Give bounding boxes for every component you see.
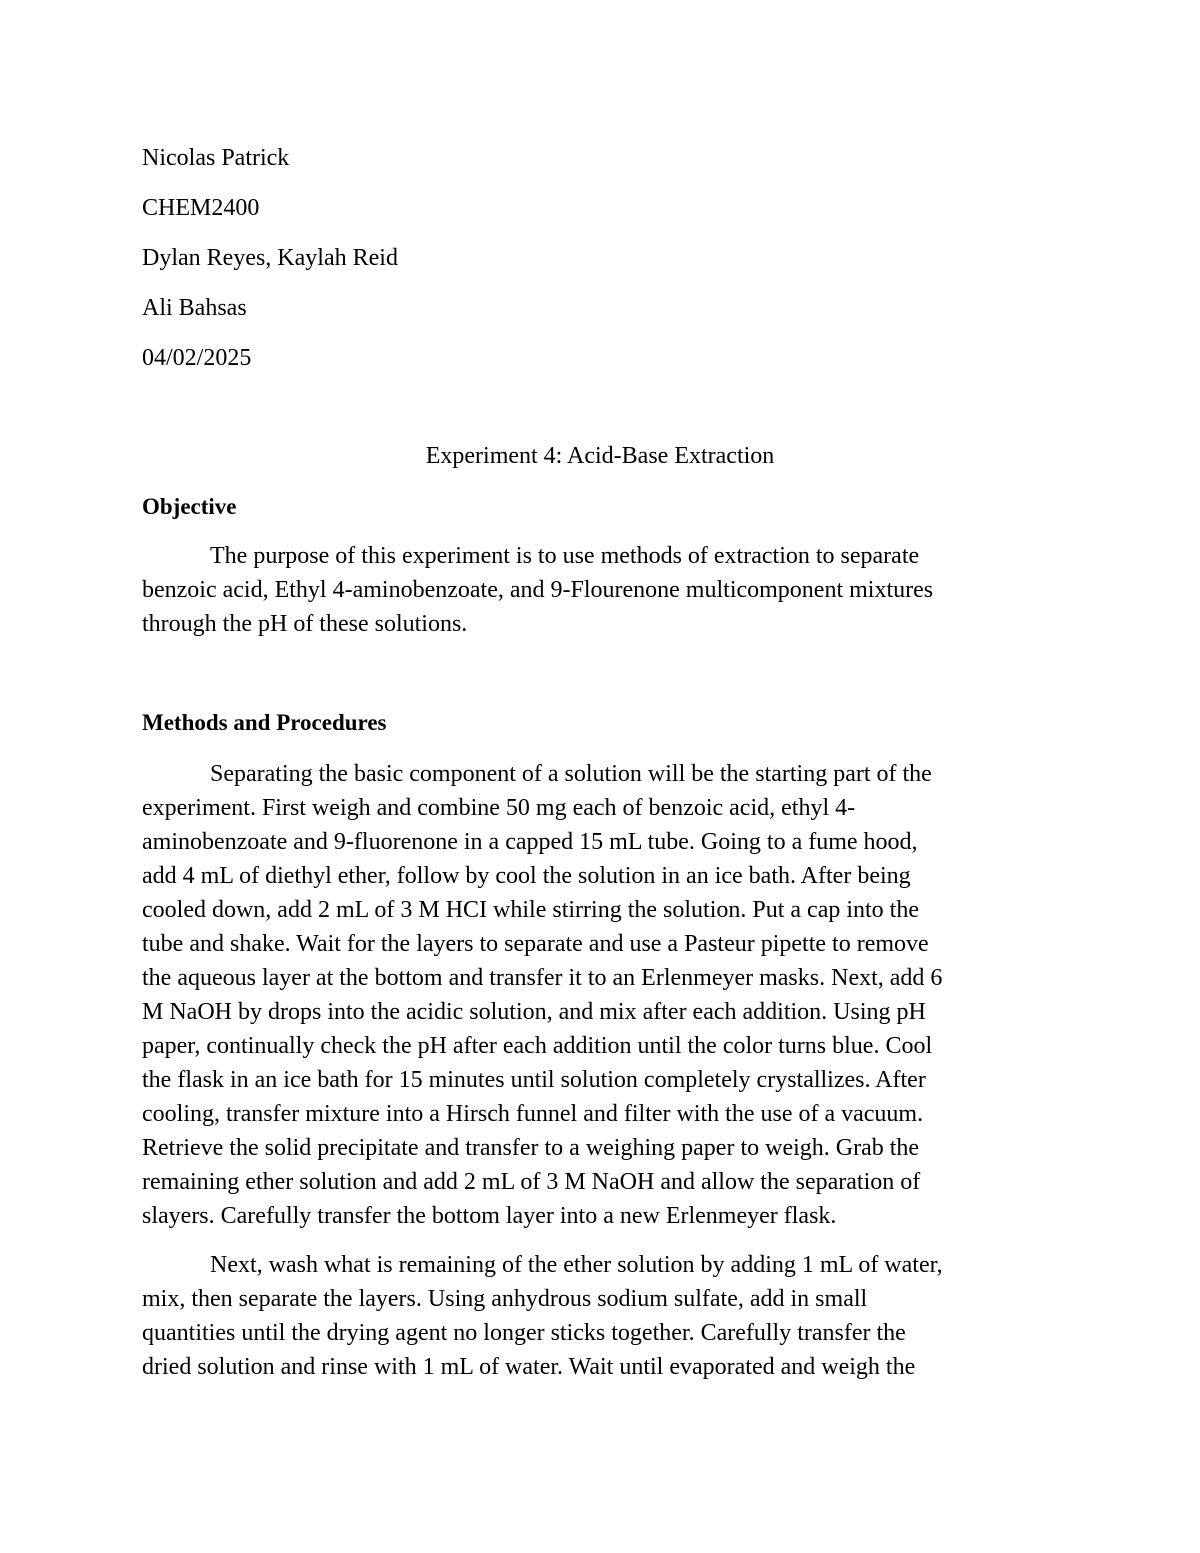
objective-line: through the pH of these solutions.	[142, 611, 468, 637]
methods-line: quantities until the drying agent no longer sticks together. Carefully transfer the	[142, 1320, 906, 1346]
methods-line: Separating the basic component of a solution will be the starting part of the	[210, 761, 932, 787]
author-name: Nicolas Patrick	[142, 145, 290, 171]
methods-heading: Methods and Procedures	[142, 710, 387, 735]
methods-line: M NaOH by drops into the acidic solution, and mix after each addition. Using pH	[142, 999, 926, 1025]
methods-line: Retrieve the solid precipitate and transfer to a weighing paper to weigh. Grab the	[142, 1135, 920, 1161]
methods-paragraph-1	[142, 757, 1058, 1233]
methods-line: the aqueous layer at the bottom and transfer it to an Erlenmeyer masks. Next, add 6	[142, 965, 943, 991]
methods-line: dried solution and rinse with 1 mL of water. Wait until evaporated and weigh the	[142, 1354, 916, 1380]
report-date: 04/02/2025	[142, 345, 252, 371]
methods-line: aminobenzoate and 9-fluorenone in a capped 15 mL tube. Going to a fume hood,	[142, 829, 918, 855]
objective-heading: Objective	[142, 494, 237, 519]
methods-line: remaining ether solution and add 2 mL of 3 M NaOH and allow the separation of	[142, 1169, 921, 1195]
methods-line: cooled down, add 2 mL of 3 M HCI while stirring the solution. Put a cap into the	[142, 897, 919, 923]
methods-line: cooling, transfer mixture into a Hirsch funnel and filter with the use of a vacuum.	[142, 1101, 924, 1127]
methods-line: add 4 mL of diethyl ether, follow by cool the solution in an ice bath. After being	[142, 863, 911, 889]
methods-paragraph-2	[142, 1248, 1058, 1384]
instructor-name: Ali Bahsas	[142, 295, 247, 321]
methods-line: Next, wash what is remaining of the ether solution by adding 1 mL of water,	[210, 1252, 943, 1278]
objective-line: benzoic acid, Ethyl 4-aminobenzoate, and 9-Flourenone multicomponent mixtures	[142, 577, 934, 603]
objective-line: The purpose of this experiment is to use methods of extraction to separate	[210, 543, 920, 569]
lab-partners: Dylan Reyes, Kaylah Reid	[142, 245, 398, 271]
methods-line: the flask in an ice bath for 15 minutes until solution completely crystallizes. After	[142, 1067, 926, 1093]
course-code: CHEM2400	[142, 195, 260, 221]
methods-line: mix, then separate the layers. Using anhydrous sodium sulfate, add in small	[142, 1286, 868, 1312]
methods-line: paper, continually check the pH after each addition until the color turns blue. Cool	[142, 1033, 933, 1059]
objective-paragraph	[142, 539, 1058, 641]
document-title: Experiment 4: Acid-Base Extraction	[425, 443, 775, 469]
methods-line: slayers. Carefully transfer the bottom layer into a new Erlenmeyer flask.	[142, 1203, 837, 1229]
methods-line: experiment. First weigh and combine 50 mg each of benzoic acid, ethyl 4-	[142, 795, 856, 821]
methods-line: tube and shake. Wait for the layers to separate and use a Pasteur pipette to remove	[142, 931, 929, 957]
